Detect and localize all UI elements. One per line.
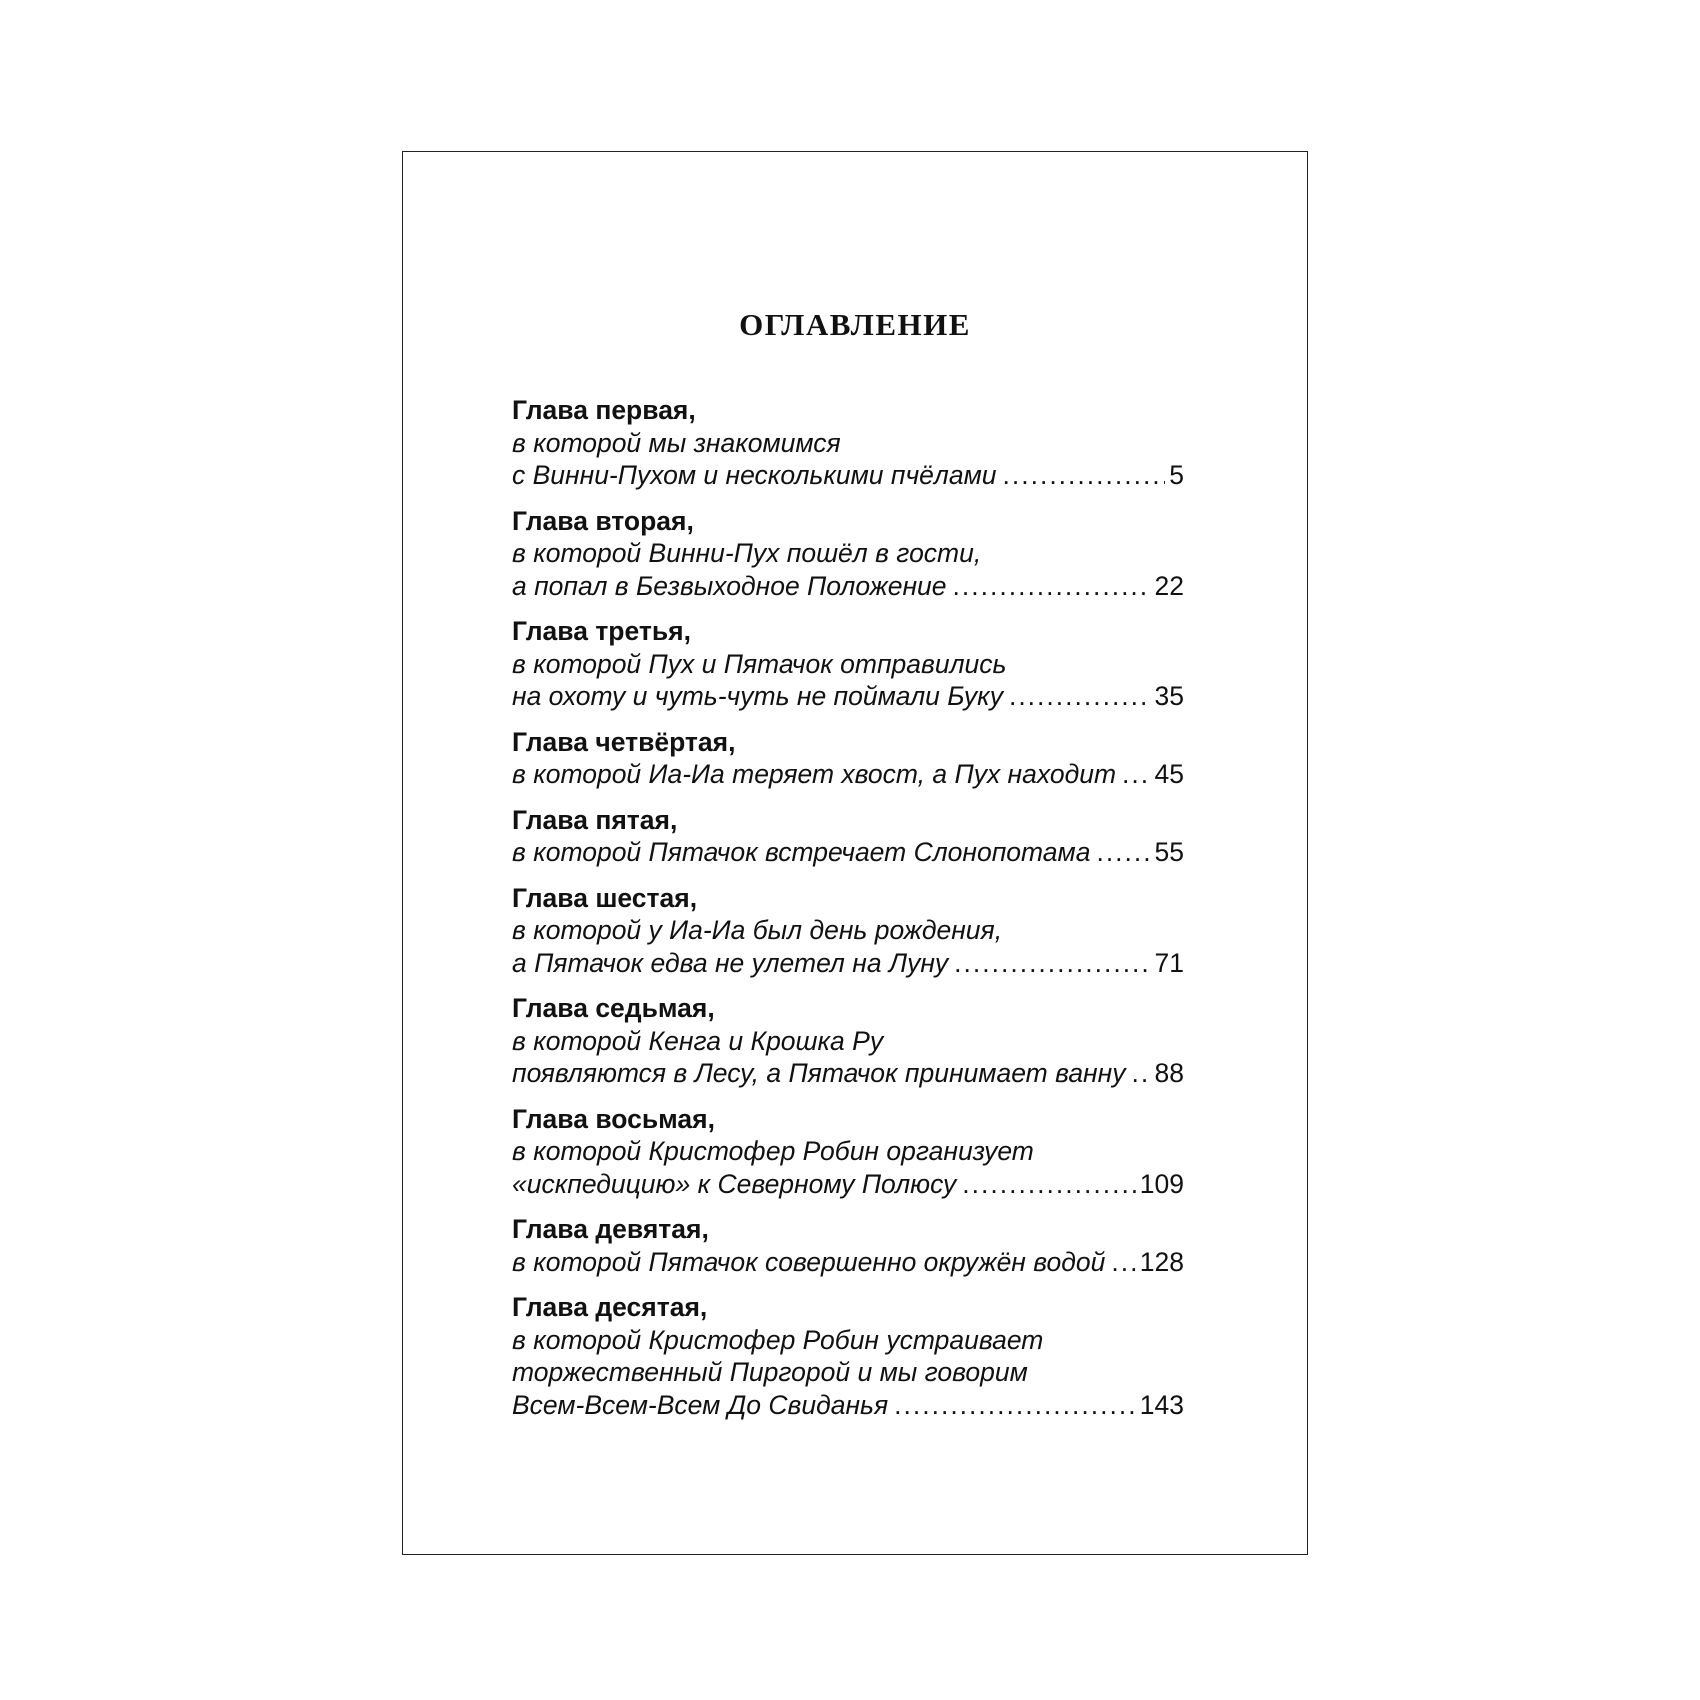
toc-entry <box>512 1103 1184 1201</box>
chapter-description-final-line <box>512 1057 1184 1090</box>
dot-leader <box>953 570 1151 603</box>
dot-leader <box>1111 1246 1135 1279</box>
chapter-description-final-line <box>512 947 1184 980</box>
chapter-heading: Глава четвёртая, <box>512 726 736 757</box>
dot-leader <box>894 1389 1136 1422</box>
dot-leader <box>1009 680 1151 713</box>
table-of-contents <box>512 394 1184 1434</box>
chapter-description-text: а Пятачок едва не улетел на Луну <box>512 947 949 978</box>
chapter-description-final-line <box>512 758 1184 791</box>
page-title: ОГЛАВЛЕНИЕ <box>739 307 971 342</box>
chapter-heading: Глава вторая, <box>512 505 694 536</box>
toc-entry <box>512 394 1184 492</box>
chapter-description-text: в которой Пятачок встречает Слонопотама <box>512 837 1091 867</box>
chapter-description-text: «искпедицию» к Северному Полюсу <box>512 1168 957 1199</box>
page-number: 22 <box>1154 570 1184 601</box>
chapter-description-text: на охоту и чуть-чуть не поймали Буку <box>512 681 1003 711</box>
chapter-description-final-line <box>512 459 1184 492</box>
toc-entry <box>512 882 1184 980</box>
dot-leader <box>954 947 1150 980</box>
dot-leader <box>962 1168 1136 1201</box>
toc-entry <box>512 804 1184 869</box>
chapter-description-final-line <box>512 836 1184 869</box>
chapter-description-line: торжественный Пиргорой и мы говорим <box>512 1357 1028 1387</box>
chapter-description-text: в которой Иа-Иа теряет хвост, а Пух находит <box>512 759 1117 789</box>
chapter-description-final-line <box>512 1389 1184 1422</box>
chapter-heading: Глава шестая, <box>512 882 698 913</box>
chapter-heading: Глава седьмая, <box>512 993 715 1023</box>
chapter-description-final-line <box>512 1168 1184 1201</box>
chapter-heading: Глава пятая, <box>512 804 678 835</box>
chapter-heading: Глава девятая, <box>512 1214 709 1244</box>
chapter-heading: Глава первая, <box>512 395 696 425</box>
dot-leader <box>1096 836 1150 869</box>
toc-entry <box>512 1213 1184 1278</box>
page-number: 35 <box>1154 681 1184 711</box>
chapter-description-text: а попал в Безвыходное Положение <box>512 570 947 601</box>
toc-entry <box>512 992 1184 1090</box>
dot-leader <box>1131 1057 1150 1090</box>
dot-leader <box>1122 758 1150 791</box>
chapter-description-line: в которой Кристофер Робин организует <box>512 1136 1034 1166</box>
book-page <box>402 151 1308 1555</box>
chapter-description-line: в которой Кристофер Робин устраивает <box>512 1324 1044 1355</box>
page-number: 71 <box>1154 947 1184 978</box>
page-number: 109 <box>1139 1168 1184 1199</box>
dot-leader <box>1003 459 1166 492</box>
chapter-heading: Глава восьмая, <box>512 1103 715 1134</box>
chapter-description-text: с Винни-Пухом и несколькими пчёлами <box>512 460 997 490</box>
page-number: 128 <box>1139 1246 1184 1277</box>
page-number: 143 <box>1139 1389 1184 1420</box>
page-number: 45 <box>1154 759 1184 789</box>
chapter-heading: Глава десятая, <box>512 1292 708 1322</box>
page-number: 5 <box>1169 460 1184 490</box>
chapter-heading: Глава третья, <box>512 616 691 646</box>
chapter-description-text: Всем-Всем-Всем До Свиданья <box>512 1389 889 1420</box>
chapter-description-text: в которой Пятачок совершенно окружён водой <box>512 1246 1106 1277</box>
toc-entry <box>512 726 1184 791</box>
chapter-description-line: в которой мы знакомимся <box>512 427 841 458</box>
chapter-description-line: в которой Кенга и Крошка Ру <box>512 1025 884 1056</box>
chapter-description-final-line <box>512 1246 1184 1279</box>
toc-entry <box>512 1291 1184 1421</box>
chapter-description-final-line <box>512 570 1184 603</box>
chapter-description-final-line <box>512 680 1184 713</box>
toc-entry <box>512 505 1184 603</box>
page-number: 88 <box>1154 1058 1184 1088</box>
chapter-description-line: в которой у Иа-Иа был день рождения, <box>512 915 1003 945</box>
page-number: 55 <box>1154 837 1184 867</box>
chapter-description-line: в которой Винни-Пух пошёл в гости, <box>512 538 982 568</box>
chapter-description-text: появляются в Лесу, а Пятачок принимает ванну <box>512 1058 1126 1088</box>
toc-entry <box>512 615 1184 713</box>
chapter-description-line: в которой Пух и Пятачок отправились <box>512 648 1007 679</box>
